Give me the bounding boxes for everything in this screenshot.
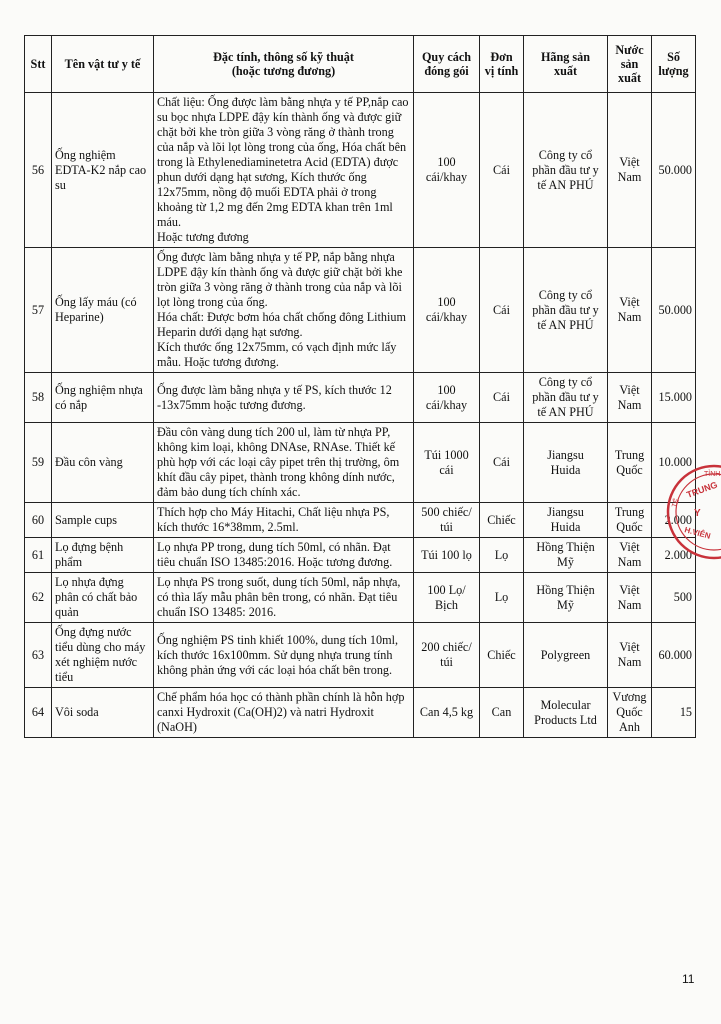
table-row (25, 538, 696, 573)
header-manufacturer: Hãng sản xuất (524, 36, 608, 93)
svg-text:TRUNG: TRUNG (685, 479, 719, 500)
cell-stt: 60 (25, 503, 52, 538)
cell-name: Ống nghiệm EDTA-K2 nắp cao su (52, 93, 154, 248)
cell-unit: Chiếc (480, 503, 524, 538)
cell-unit: Lọ (480, 538, 524, 573)
cell-quantity: 60.000 (652, 623, 696, 688)
cell-quantity: 15.000 (652, 373, 696, 423)
cell-country: Vương Quốc Anh (608, 688, 652, 738)
cell-manufacturer: Jiangsu Huida (524, 423, 608, 503)
cell-stt: 63 (25, 623, 52, 688)
cell-name: Ống đựng nước tiểu dùng cho máy xét nghiệm nước tiểu (52, 623, 154, 688)
cell-unit: Chiếc (480, 623, 524, 688)
cell-manufacturer: Hồng Thiện Mỹ (524, 573, 608, 623)
cell-stt: 57 (25, 248, 52, 373)
cell-manufacturer: Công ty cổ phần đầu tư y tế AN PHÚ (524, 373, 608, 423)
cell-quantity: 50.000 (652, 248, 696, 373)
cell-spec: Thích hợp cho Máy Hitachi, Chất liệu nhựa PS, kích thước 16*38mm, 2.5ml. (154, 503, 414, 538)
cell-unit: Cái (480, 248, 524, 373)
cell-name: Lọ đựng bệnh phẩm (52, 538, 154, 573)
cell-country: Việt Nam (608, 373, 652, 423)
cell-unit: Lọ (480, 573, 524, 623)
header-unit: Đơn vị tính (480, 36, 524, 93)
cell-quantity: 500 (652, 573, 696, 623)
cell-name: Ống nghiệm nhựa có nắp (52, 373, 154, 423)
cell-unit: Cái (480, 373, 524, 423)
cell-unit: Cái (480, 423, 524, 503)
table-row (25, 688, 696, 738)
cell-country: Việt Nam (608, 538, 652, 573)
svg-text:H.VIÊN: H.VIÊN (683, 525, 712, 541)
cell-packaging: Túi 100 lọ (414, 538, 480, 573)
cell-packaging: 100 cái/khay (414, 373, 480, 423)
cell-country: Việt Nam (608, 573, 652, 623)
cell-packaging: 100 cái/khay (414, 93, 480, 248)
equipment-table (24, 35, 696, 738)
cell-packaging: Túi 1000 cái (414, 423, 480, 503)
cell-name: Ống lấy máu (có Heparine) (52, 248, 154, 373)
header-stt: Stt (25, 36, 52, 93)
cell-name: Sample cups (52, 503, 154, 538)
cell-packaging: 100 cái/khay (414, 248, 480, 373)
cell-unit: Cái (480, 93, 524, 248)
cell-quantity: 10.000 (652, 423, 696, 503)
cell-stt: 62 (25, 573, 52, 623)
cell-name: Lọ nhựa đựng phân có chất bảo quản (52, 573, 154, 623)
cell-quantity: 15 (652, 688, 696, 738)
cell-packaging: 500 chiếc/ túi (414, 503, 480, 538)
cell-quantity: 50.000 (652, 93, 696, 248)
table-row (25, 248, 696, 373)
header-name: Tên vật tư y tế (52, 36, 154, 93)
cell-spec: Lọ nhựa PS trong suốt, dung tích 50ml, nắp nhựa, có thìa lấy mẫu phân bên trong, có nhãn. Đạt tiêu chuẩn ISO 13485: 2016. (154, 573, 414, 623)
cell-spec: Ống được làm bằng nhựa y tế PP, nắp bằng nhựa LDPE đậy kín thành ống và được giữ chặt bởi khe tròn giữa 3 vòng răng ở thành trong của nắp và lõi lọt lòng trong của ống. Hóa chất: Được bơm hóa chất chống đông Lithium Heparin dưới dạng hạt sương. Kích thước ống 12x75mm, có vạch định mức lấy mẫu. Hoặc tương đương. (154, 248, 414, 373)
cell-manufacturer: Jiangsu Huida (524, 503, 608, 538)
cell-spec: Đầu côn vàng dung tích 200 ul, làm từ nhựa PP, không kim loại, không DNAse, RNAse. Thiết kế phù hợp với các loại cây pipet trên thị trường, ôm khít đầu cây pipet, thành trong không dính nước, đảm bảo dung tích chính xác. (154, 423, 414, 503)
cell-packaging: Can 4,5 kg (414, 688, 480, 738)
cell-spec: Chế phẩm hóa học có thành phần chính là hỗn hợp canxi Hydroxit (Ca(OH)2) và natri Hydroxit (NaOH) (154, 688, 414, 738)
cell-manufacturer: Polygreen (524, 623, 608, 688)
cell-country: Trung Quốc (608, 503, 652, 538)
svg-text:Y: Y (694, 508, 701, 519)
cell-spec: Lọ nhựa PP trong, dung tích 50ml, có nhãn. Đạt tiêu chuẩn ISO 13485:2016. Hoặc tương đương. (154, 538, 414, 573)
cell-stt: 58 (25, 373, 52, 423)
cell-manufacturer: Công ty cổ phần đầu tư y tế AN PHÚ (524, 93, 608, 248)
table-row (25, 623, 696, 688)
cell-manufacturer: Molecular Products Ltd (524, 688, 608, 738)
cell-manufacturer: Công ty cổ phần đầu tư y tế AN PHÚ (524, 248, 608, 373)
cell-spec: Ống nghiệm PS tinh khiết 100%, dung tích 10ml, kích thước 16x100mm. Sử dụng nhựa trung tính không phản ứng với các loại hóa chất bên trong. (154, 623, 414, 688)
cell-name: Vôi soda (52, 688, 154, 738)
cell-quantity: 2.000 (652, 503, 696, 538)
cell-manufacturer: Hồng Thiện Mỹ (524, 538, 608, 573)
cell-stt: 61 (25, 538, 52, 573)
header-row (25, 36, 696, 93)
table-row (25, 423, 696, 503)
table-row (25, 93, 696, 248)
header-spec: Đặc tính, thông số kỹ thuật (hoặc tương đương) (154, 36, 414, 93)
cell-country: Trung Quốc (608, 423, 652, 503)
cell-stt: 59 (25, 423, 52, 503)
table-row (25, 573, 696, 623)
cell-stt: 56 (25, 93, 52, 248)
cell-unit: Can (480, 688, 524, 738)
table-row (25, 373, 696, 423)
cell-packaging: 100 Lọ/ Bịch (414, 573, 480, 623)
page-number: 11 (682, 972, 695, 986)
cell-name: Đầu côn vàng (52, 423, 154, 503)
cell-stt: 64 (25, 688, 52, 738)
header-quantity: Số lượng (652, 36, 696, 93)
cell-spec: Chất liệu: Ống được làm bằng nhựa y tế PP,nắp cao su bọc nhựa LDPE đậy kín thành ống và được giữ chặt bởi khe tròn giữa 3 vòng răng ở thành trong của nắp và lõi lọt lòng trong của ống, Hóa chất bên trong là Ethylenediaminetetra Acid (EDTA) được phun dưới dạng hạt sương, Kích thước ống 12x75mm, nồng độ muối EDTA phải ở trong khoảng từ 1,2 mg đến 2mg EDTA khan trên 1ml máu. Hoặc tương đương (154, 93, 414, 248)
cell-quantity: 2.000 (652, 538, 696, 573)
header-packaging: Quy cách đóng gói (414, 36, 480, 93)
cell-packaging: 200 chiếc/ túi (414, 623, 480, 688)
cell-spec: Ống được làm bằng nhựa y tế PS, kích thước 12 -13x75mm hoặc tương đương. (154, 373, 414, 423)
cell-country: Việt Nam (608, 623, 652, 688)
cell-country: Việt Nam (608, 248, 652, 373)
cell-country: Việt Nam (608, 93, 652, 248)
header-country: Nước sản xuất (608, 36, 652, 93)
svg-text:TẾ: TẾ (671, 497, 681, 509)
red-seal-stamp (664, 462, 721, 562)
table-row (25, 503, 696, 538)
svg-text:TỈNH: TỈNH (704, 471, 721, 478)
